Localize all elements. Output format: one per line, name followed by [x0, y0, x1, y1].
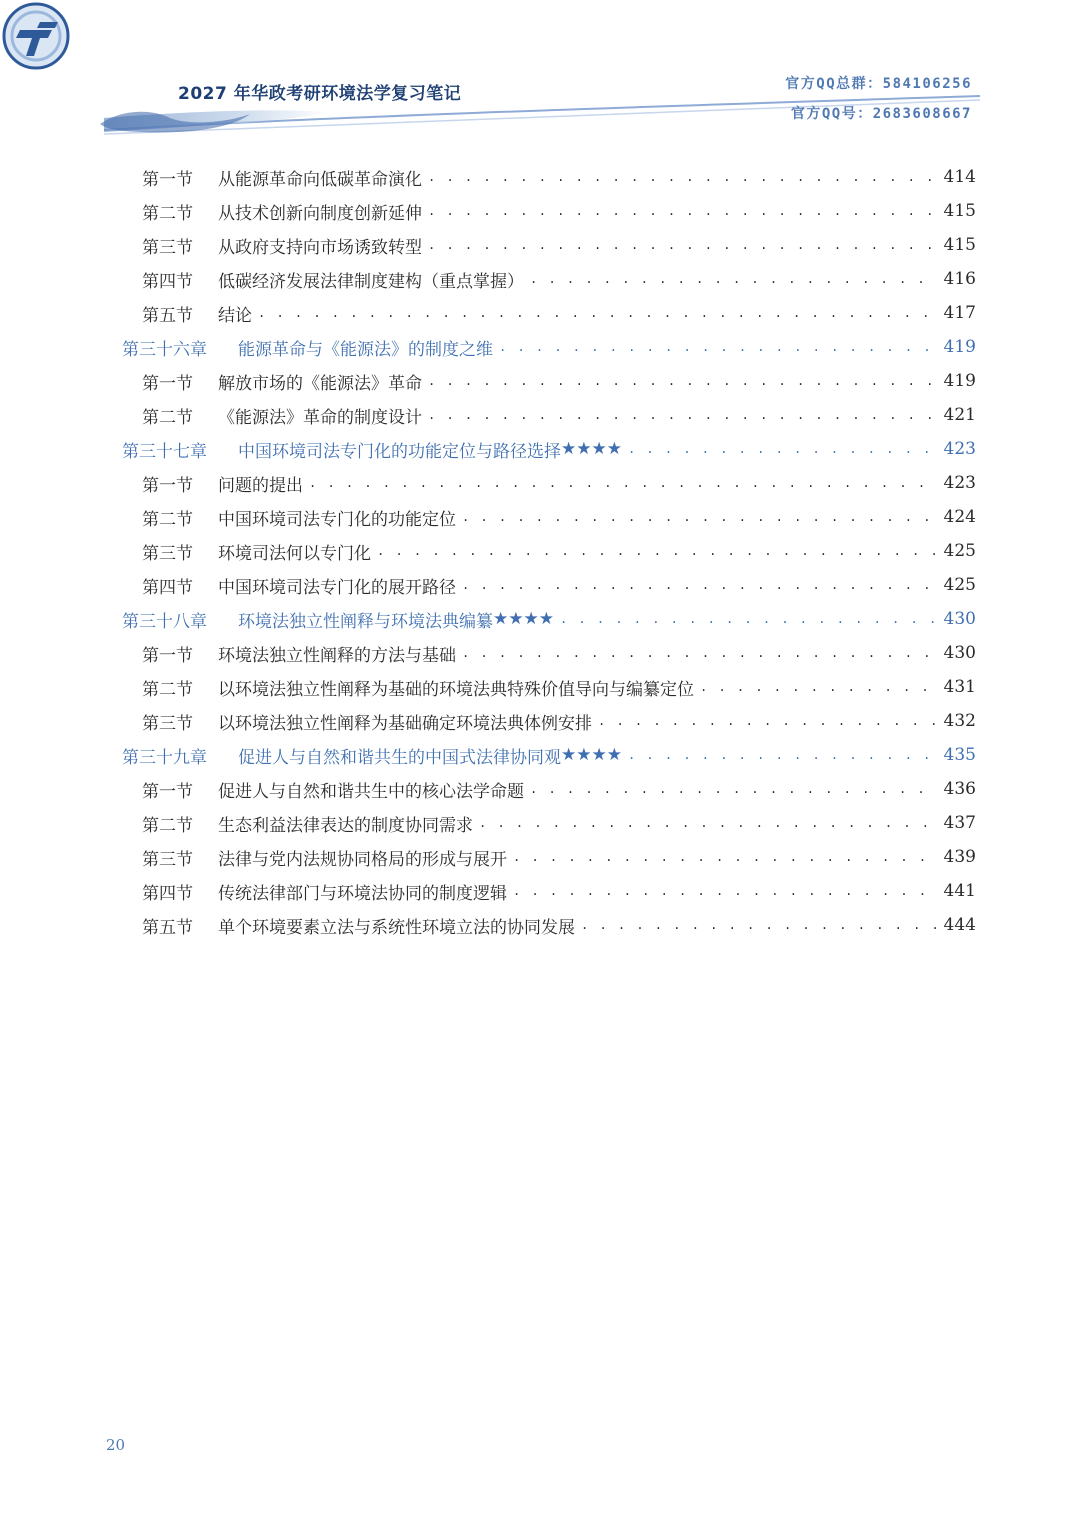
- toc-entry-title: 促进人与自然和谐共生中的核心法学命题: [218, 781, 524, 802]
- dot-leader: [428, 228, 938, 262]
- toc-entry-page: 435: [943, 745, 976, 765]
- toc-entry-page: 414: [943, 167, 976, 187]
- dot-leader: [428, 364, 938, 398]
- dot-leader: [628, 432, 938, 466]
- toc-entry-title: 《能源法》革命的制度设计: [218, 407, 422, 428]
- dot-leader: [700, 670, 938, 704]
- toc-entry-number: 第三十八章: [122, 611, 207, 632]
- toc-entry-page: 415: [943, 201, 976, 221]
- toc-entry-title: 低碳经济发展法律制度建构（重点掌握）: [218, 271, 524, 292]
- toc-section-entry[interactable]: [142, 534, 976, 568]
- toc-entry-page: 424: [943, 507, 976, 527]
- toc-section-entry[interactable]: [142, 194, 976, 228]
- qq-number-label: 官方QQ号：2683608667: [790, 106, 972, 122]
- toc-section-entry[interactable]: [142, 262, 976, 296]
- toc-entry-number: 第一节: [142, 169, 193, 190]
- toc-entry-number: 第四节: [142, 577, 193, 598]
- dot-leader: [598, 704, 938, 738]
- toc-entry-title: 问题的提出: [218, 475, 303, 496]
- toc-entry-number: 第二节: [142, 407, 193, 428]
- toc-entry-number: 第三节: [142, 237, 193, 258]
- toc-section-entry[interactable]: [142, 704, 976, 738]
- document-title: 2027 年华政考研环境法学复习笔记: [178, 84, 462, 104]
- dot-leader: [428, 398, 938, 432]
- toc-entry-title: 从能源革命向低碳革命演化: [218, 169, 422, 190]
- toc-chapter-entry[interactable]: [122, 602, 976, 636]
- toc-entry-number: 第三十七章: [122, 441, 207, 462]
- toc-entry-title: 环境法独立性阐释的方法与基础: [218, 645, 456, 666]
- toc-section-entry[interactable]: [142, 500, 976, 534]
- toc-section-entry[interactable]: [142, 636, 976, 670]
- toc-section-entry[interactable]: [142, 228, 976, 262]
- toc-section-entry[interactable]: [142, 908, 976, 942]
- dot-leader: [309, 466, 938, 500]
- dot-leader: [530, 772, 938, 806]
- toc-entry-page: 431: [943, 677, 976, 697]
- toc-entry-title: 促进人与自然和谐共生的中国式法律协同观: [238, 747, 561, 768]
- toc-entry-number: 第二节: [142, 679, 193, 700]
- toc-entry-title: 结论: [218, 305, 252, 326]
- toc-entry-title: 法律与党内法规协同格局的形成与展开: [218, 849, 507, 870]
- toc-entry-title: 传统法律部门与环境法协同的制度逻辑: [218, 883, 507, 904]
- toc-entry-title: 解放市场的《能源法》革命: [218, 373, 422, 394]
- dot-leader: [530, 262, 938, 296]
- dot-leader: [462, 636, 938, 670]
- toc-entry-number: 第二节: [142, 509, 193, 530]
- page-number: 20: [106, 1436, 126, 1454]
- toc-entry-title: 从技术创新向制度创新延伸: [218, 203, 422, 224]
- importance-stars: ★★★★: [561, 439, 622, 459]
- toc-section-entry[interactable]: [142, 466, 976, 500]
- toc-section-entry[interactable]: [142, 772, 976, 806]
- toc-entry-title: 单个环境要素立法与系统性环境立法的协同发展: [218, 917, 575, 938]
- dot-leader: [377, 534, 938, 568]
- toc-chapter-entry[interactable]: [122, 432, 976, 466]
- toc-entry-number: 第三十六章: [122, 339, 207, 360]
- dot-leader: [513, 874, 938, 908]
- dot-leader: [499, 330, 938, 364]
- toc-entry-title: 生态利益法律表达的制度协同需求: [218, 815, 473, 836]
- dot-leader: [462, 500, 938, 534]
- toc-entry-number: 第三十九章: [122, 747, 207, 768]
- toc-entry-page: 430: [943, 643, 976, 663]
- toc-chapter-entry[interactable]: [122, 738, 976, 772]
- toc-section-entry[interactable]: [142, 840, 976, 874]
- toc-section-entry[interactable]: [142, 874, 976, 908]
- toc-section-entry[interactable]: [142, 296, 976, 330]
- toc-section-entry[interactable]: [142, 670, 976, 704]
- toc-entry-page: 439: [943, 847, 976, 867]
- toc-entry-page: 441: [943, 881, 976, 901]
- dot-leader: [462, 568, 938, 602]
- page-header: [0, 0, 1080, 150]
- toc-section-entry[interactable]: [142, 568, 976, 602]
- toc-entry-page: 423: [943, 439, 976, 459]
- logo-icon: [0, 0, 72, 72]
- toc-entry-page: 421: [943, 405, 976, 425]
- toc-entry-page: 444: [943, 915, 976, 935]
- toc-entry-number: 第四节: [142, 271, 193, 292]
- toc-entry-number: 第一节: [142, 373, 193, 394]
- toc-entry-number: 第五节: [142, 305, 193, 326]
- dot-leader: [513, 840, 938, 874]
- toc-entry-number: 第一节: [142, 781, 193, 802]
- dot-leader: [581, 908, 938, 942]
- toc-entry-title: 环境司法何以专门化: [218, 543, 371, 564]
- toc-entry-page: 425: [943, 541, 976, 561]
- toc-section-entry[interactable]: [142, 364, 976, 398]
- toc-section-entry[interactable]: [142, 160, 976, 194]
- toc-entry-page: 436: [943, 779, 976, 799]
- dot-leader: [479, 806, 938, 840]
- toc-entry-page: 432: [943, 711, 976, 731]
- dot-leader: [428, 160, 938, 194]
- toc-entry-page: 419: [943, 337, 976, 357]
- toc-entry-number: 第二节: [142, 203, 193, 224]
- toc-entry-page: 423: [943, 473, 976, 493]
- toc-entry-page: 430: [943, 609, 976, 629]
- toc-entry-page: 437: [943, 813, 976, 833]
- toc-entry-number: 第四节: [142, 883, 193, 904]
- toc-entry-number: 第一节: [142, 475, 193, 496]
- toc-entry-title: 中国环境司法专门化的功能定位与路径选择: [238, 441, 561, 462]
- toc-entry-number: 第二节: [142, 815, 193, 836]
- toc-entry-title: 能源革命与《能源法》的制度之维: [238, 339, 493, 360]
- toc-entry-title: 以环境法独立性阐释为基础确定环境法典体例安排: [218, 713, 592, 734]
- dot-leader: [560, 602, 938, 636]
- toc-section-entry[interactable]: [142, 398, 976, 432]
- toc-entry-title: 以环境法独立性阐释为基础的环境法典特殊价值导向与编纂定位: [218, 679, 694, 700]
- toc-section-entry[interactable]: [142, 806, 976, 840]
- dot-leader: [628, 738, 938, 772]
- toc-entry-number: 第三节: [142, 543, 193, 564]
- importance-stars: ★★★★: [561, 745, 622, 765]
- toc-entry-page: 419: [943, 371, 976, 391]
- toc-entry-number: 第三节: [142, 713, 193, 734]
- toc-entry-number: 第一节: [142, 645, 193, 666]
- qq-group-label: 官方QQ总群：584106256: [785, 76, 972, 92]
- toc-entry-number: 第五节: [142, 917, 193, 938]
- toc-entry-page: 416: [943, 269, 976, 289]
- toc-entry-title: 环境法独立性阐释与环境法典编纂: [238, 611, 493, 632]
- toc-chapter-entry[interactable]: [122, 330, 976, 364]
- importance-stars: ★★★★: [493, 609, 554, 629]
- toc-entry-title: 从政府支持向市场诱致转型: [218, 237, 422, 258]
- toc-entry-title: 中国环境司法专门化的功能定位: [218, 509, 456, 530]
- toc-entry-page: 417: [943, 303, 976, 323]
- toc-entry-title: 中国环境司法专门化的展开路径: [218, 577, 456, 598]
- toc-entry-number: 第三节: [142, 849, 193, 870]
- dot-leader: [428, 194, 938, 228]
- toc-entry-page: 415: [943, 235, 976, 255]
- dot-leader: [258, 296, 938, 330]
- toc-entry-page: 425: [943, 575, 976, 595]
